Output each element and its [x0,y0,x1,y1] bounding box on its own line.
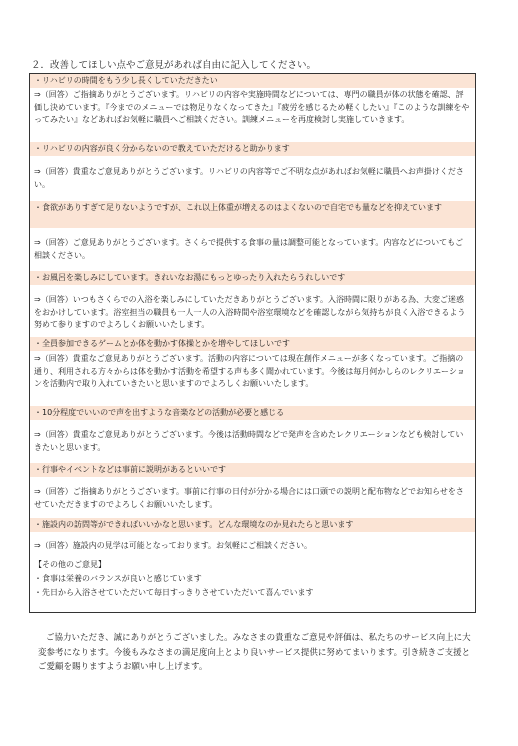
other-opinion-item: ・食事は栄養のバランスが良いと感じています [34,574,202,583]
section-heading: ２．改善してほしい点やご意見があれば自由に記入してください。 [31,60,317,71]
answer-text: ⇒（回答）ご指摘ありがとうございます。リハビリの内容や実施時間などについては、専門の職員が体の状態を確認、評価し決めています。『今までのメニューでは物足りなくなってきた』『疲労を感じるため軽くしたい』『このような訓練をやってみたい』などあればお気軽に職員へご相談ください。訓練メニューを再度検討し実施していきます。 [34,90,470,124]
other-opinion-item: ・先日から入浴させていただいて毎日すっきりさせていただいて喜んでいます [34,588,314,597]
question-row: ・リハビリの時間をもう少し長くしていただきたい [30,74,475,88]
answer-text: ⇒（回答）貴重なご意見ありがとうございます。今後は活動時間などで発声を含めたレクリエーションなども検討していきたいと思います。 [34,430,464,452]
question-row: ・10分程度でいいので声を出すような音楽などの活動が必要と感じる [30,406,475,420]
feedback-table [29,73,476,613]
question-row: ・全員参加できるゲームとか体を動かす体操とかを増やしてほしいです [30,337,475,351]
closing-message: ご協力いただき、誠にありがとうございました。みなさまの貴重なご意見や評価は、私たちのサービス向上に大変参考になります。今後もみなさまの満足度向上とより良いサービス提供に努めてまいります。引き続きご支援とご愛顧を賜りますようお願い申し上げます。 [38,633,471,672]
question-row: ・お風呂を楽しみにしています。きれいなお湯にもっとゆったり入れたらうれしいです [30,271,475,285]
other-opinions [30,558,475,600]
question-row: ・施設内の訪問等ができればいいかなと思います。どんな環境なのか見れたらと思います [30,518,475,532]
question-row: ・行事やイベントなどは事前に説明があるといいです [30,463,475,477]
answer-text: ⇒（回答）ご意見ありがとうございます。さくらで提供する食事の量は調整可能となっています。内容などについてもご相談ください。 [34,238,464,260]
answer-text: ⇒（回答）貴重なご意見ありがとうございます。リハビリの内容等でご不明な点があればお気軽に職員へお声掛けください。 [34,167,464,189]
answer-text: ⇒（回答）貴重なご意見ありがとうございます。活動の内容については現在創作メニューが多くなっています。ご指摘の通り、利用される方々からは体を動かす活動を希望する声も多く聞かれています。今後は毎月何かしらのレクリエーションを活動内で取り入れていきたいと思いますのでよろしくお願いいたします。 [34,354,465,388]
answer-text: ⇒（回答）いつもさくらでの入浴を楽しみにしていただきありがとうございます。入浴時間に限りがある為、大変ご迷惑をおかけしています。浴室担当の職員も一人一人の入浴時間や浴室環境などを確認しながら気持ちが良く入浴できるよう努めて参りますのでよろしくお願いいたします。 [34,295,466,329]
answer-text: ⇒（回答）ご指摘ありがとうございます。事前に行事の日付が分かる場合には口頭での説明と配布物などでお知らせをさせていただきますのでよろしくお願いいたします。 [34,487,464,509]
question-row: ・食欲がありすぎて足りないようですが、これ以上体重が増えるのはよくないので自宅でも量などを抑えています [30,201,475,228]
question-row: ・リハビリの内容が良く分からないので教えていただけると助かります [30,142,475,156]
answer-text: ⇒（回答）施設内の見学は可能となっております。お気軽にご相談ください。 [34,541,313,550]
other-opinions-title: 【その他のご意見】 [34,560,106,569]
